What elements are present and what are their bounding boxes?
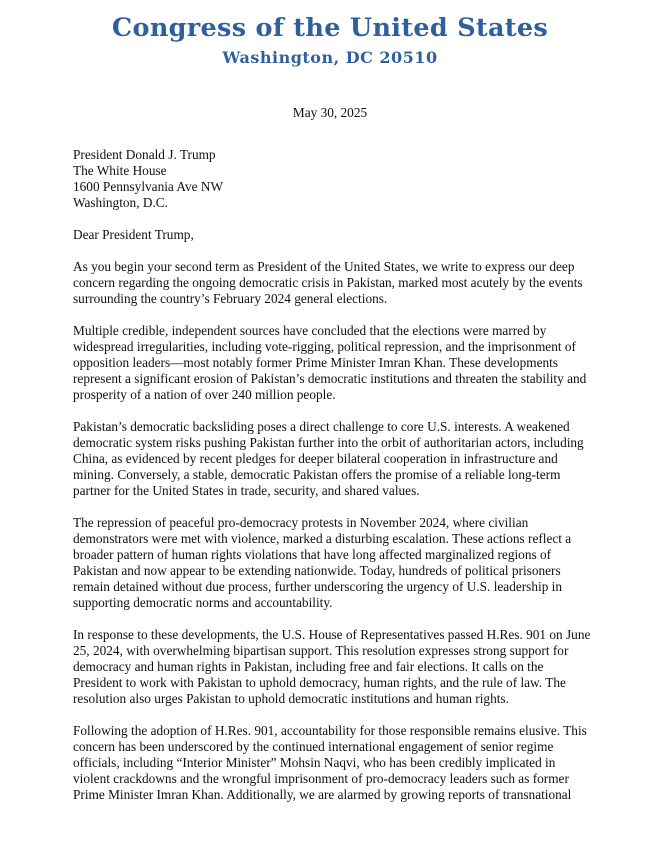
text-line: President to work with Pakistan to uphold democracy, human rights, and the rule of law. The (73, 675, 566, 690)
recipient-address (73, 147, 623, 211)
recipient-line: President Donald J. Trump (73, 147, 216, 162)
text-line: Pakistan’s democratic backsliding poses a direct challenge to core U.S. interests. A weakened (73, 419, 570, 434)
paragraph (73, 323, 623, 403)
text-line: demonstrators were met with violence, marked a disturbing escalation. These actions reflect a (73, 531, 572, 546)
text-line: prosperity of a nation of over 240 million people. (73, 387, 336, 402)
recipient-line: Washington, D.C. (73, 195, 168, 210)
salutation: Dear President Trump, (73, 227, 194, 242)
text-line: As you begin your second term as President of the United States, we write to express our deep (73, 259, 575, 274)
text-line: Following the adoption of H.Res. 901, accountability for those responsible remains elusive. This (73, 723, 587, 738)
text-line: mining. Conversely, a stable, democratic Pakistan offers the promise of a reliable long-term (73, 467, 561, 482)
text-line: concern regarding the ongoing democratic crisis in Pakistan, marked most acutely by the events (73, 275, 583, 290)
recipient-line: 1600 Pennsylvania Ave NW (73, 179, 224, 194)
text-line: concern has been underscored by the continued international engagement of senior regime (73, 739, 554, 754)
text-line: democratic system risks pushing Pakistan further into the orbit of authoritarian actors, including (73, 435, 584, 450)
text-line: Prime Minister Imran Khan. Additionally, we are alarmed by growing reports of transnational (73, 787, 572, 802)
text-line: In response to these developments, the U.S. House of Representatives passed H.Res. 901 on June (73, 627, 591, 642)
text-line: violent crackdowns and the wrongful imprisonment of pro-democracy leaders such as former (73, 771, 569, 786)
paragraph (73, 259, 623, 307)
text-line: officials, including “Interior Minister” Mohsin Naqvi, who has been credibly implicated in (73, 755, 556, 770)
paragraph (73, 723, 623, 803)
text-line: surrounding the country’s February 2024 general elections. (73, 291, 388, 306)
text-line: resolution also urges Pakistan to uphold democratic institutions and human rights. (73, 691, 509, 706)
letter-body (73, 147, 623, 803)
letterhead (0, 12, 660, 68)
text-line: remain detained without due process, further underscoring the urgency of U.S. leadership in (73, 579, 563, 594)
text-line: represent a significant erosion of Pakistan’s democratic institutions and threaten the stability and (73, 371, 587, 386)
paragraph (73, 419, 623, 499)
text-line: 25, 2024, with overwhelming bipartisan support. This resolution expresses strong support for (73, 643, 569, 658)
letterhead-title: Congress of the United States (111, 13, 549, 43)
recipient-line: The White House (73, 163, 167, 178)
letter-date: May 30, 2025 (292, 105, 368, 120)
text-line: supporting democratic norms and accountability. (73, 595, 333, 610)
letterhead-subtitle: Washington, DC 20510 (222, 48, 438, 67)
paragraph (73, 515, 623, 611)
text-line: broader pattern of human rights violations that have long affected marginalized regions of (73, 547, 552, 562)
text-line: The repression of peaceful pro-democracy protests in November 2024, where civilian (73, 515, 529, 530)
text-line: China, as evidenced by recent pledges for deeper bilateral cooperation in infrastructure and (73, 451, 558, 466)
text-line: opposition leaders—most notably former Prime Minister Imran Khan. These developments (73, 355, 558, 370)
text-line: Multiple credible, independent sources have concluded that the elections were marred by (73, 323, 547, 338)
text-line: democracy and human rights in Pakistan, including free and fair elections. It calls on the (73, 659, 544, 674)
text-line: widespread irregularities, including vote-rigging, political repression, and the imprisonment of (73, 339, 576, 354)
paragraph (73, 627, 623, 707)
text-line: partner for the United States in trade, security, and shared values. (73, 483, 420, 498)
text-line: Pakistan and now appear to be extending nationwide. Today, hundreds of political prisoners (73, 563, 561, 578)
